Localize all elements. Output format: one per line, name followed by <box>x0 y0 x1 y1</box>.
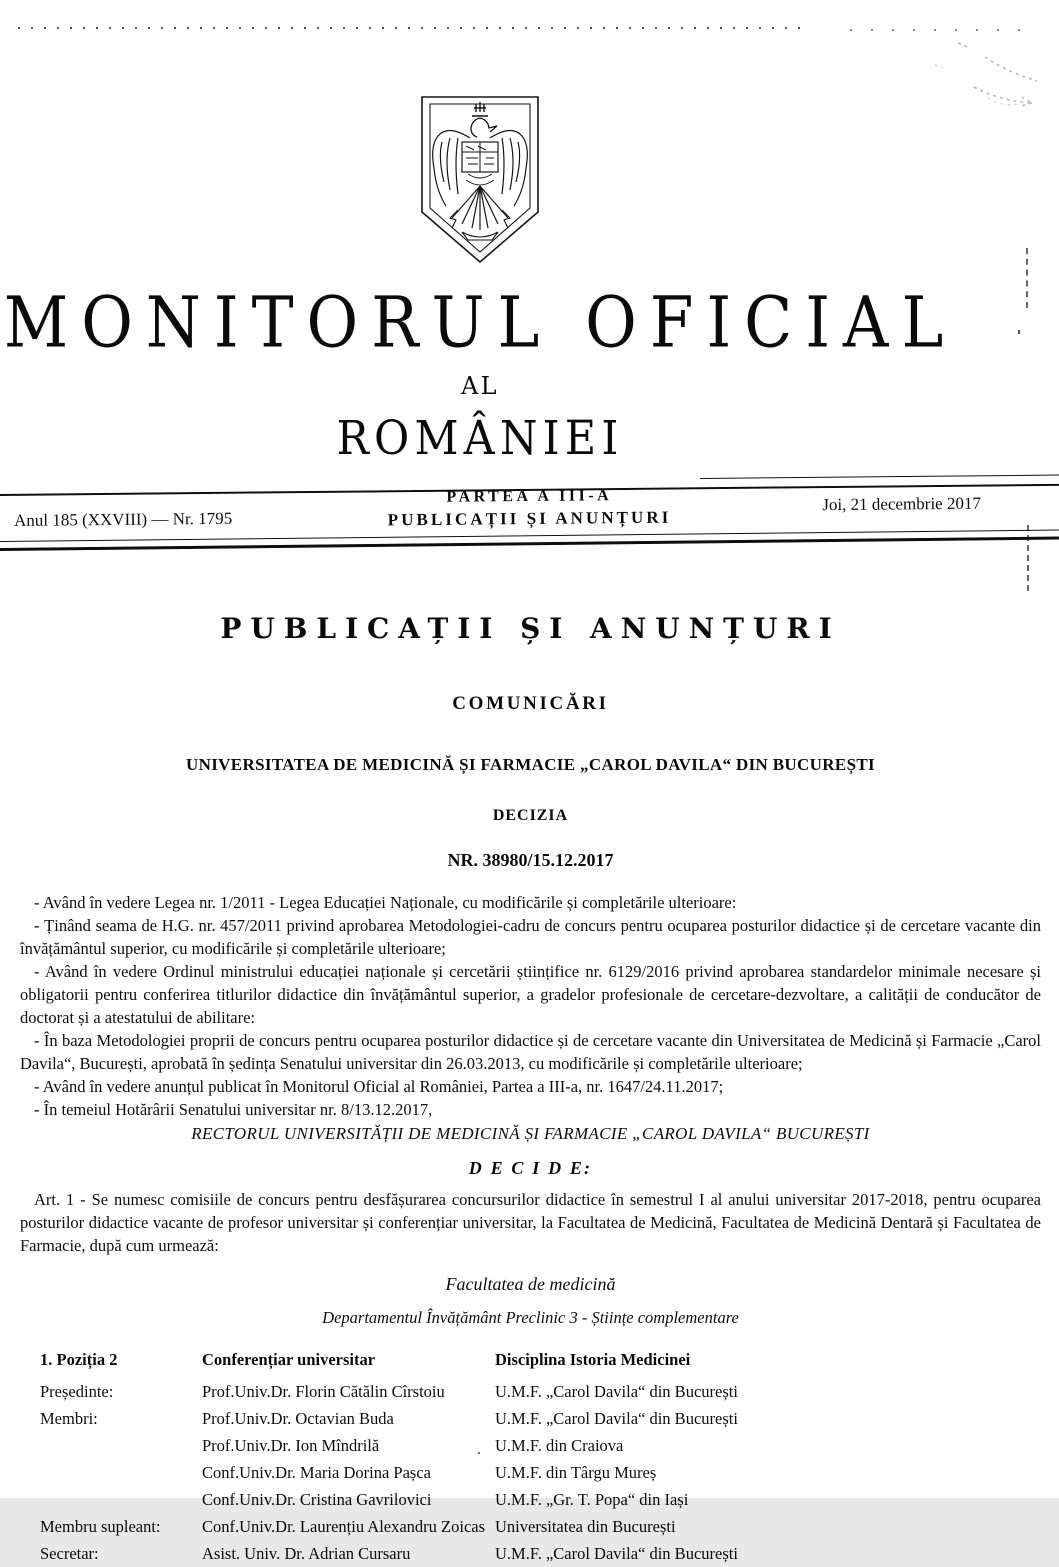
row-institution: U.M.F. din Craiova <box>495 1436 624 1455</box>
masthead-title: MONITORUL OFICIAL <box>3 281 957 364</box>
issue-part-line1: PARTEA A III-A <box>446 487 613 506</box>
handwritten-mark <box>930 35 1055 115</box>
table-header-discipline: Disciplina Istoria Medicinei <box>495 1350 691 1369</box>
issue-bar <box>0 481 1059 547</box>
decision-number: NR. 38980/15.12.2017 <box>447 850 614 870</box>
preamble-paragraph: - În temeiul Hotărârii Senatului universitar nr. 8/13.12.2017, <box>34 1100 433 1119</box>
scan-edge-artifact <box>1018 330 1020 334</box>
preamble-paragraph: - În baza Metodologiei proprii de concurs pentru ocuparea posturilor didactice și de cercetare vacante din Universitatea de Medicină și Farmacie „Carol Davila“, București, aprobată în ședința Senatului universitar din 26.03.2013, cu modificările și completările ulterioare; <box>20 1031 1041 1073</box>
section-heading: PUBLICAȚII ȘI ANUNȚURI <box>220 612 841 645</box>
issue-date: Joi, 21 decembrie 2017 <box>822 493 982 515</box>
row-name: Prof.Univ.Dr. Florin Cătălin Cîrstoiu <box>202 1382 445 1401</box>
band-rule-top-right <box>700 475 1059 479</box>
row-institution: U.M.F. „Carol Davila“ din București <box>495 1382 738 1401</box>
preamble-paragraph: - Având în vedere anunțul publicat în Monitorul Oficial al României, Partea a III-a, nr. 1647/24.11.2017; <box>34 1077 724 1096</box>
row-institution: U.M.F. din Târgu Mureș <box>495 1463 657 1482</box>
row-name: Asist. Univ. Dr. Adrian Cursaru <box>202 1544 411 1563</box>
row-role <box>20 1432 202 1459</box>
row-name: Prof.Univ.Dr. Ion Mîndrilă <box>202 1436 380 1455</box>
row-role <box>20 1459 202 1486</box>
row-name: Conf.Univ.Dr. Maria Dorina Pașca <box>202 1463 431 1482</box>
scan-noise-dots <box>850 29 1020 31</box>
row-role <box>20 1486 202 1513</box>
preamble-paragraph: - Având în vedere Ordinul ministrului educației naționale și cercetării științifice nr. 6129/2016 privind aprobarea standardelor minimale necesare și obligatorii pentru conferirea titlurilor didactice din învățământul superior, a gradelor profesionale de cercetare-dezvoltare, a calității de conducător de doctorat și a atestatului de abilitare: <box>20 962 1041 1027</box>
scan-edge-artifact <box>1026 248 1028 308</box>
row-role: Membri: <box>40 1409 98 1428</box>
row-name: Conf.Univ.Dr. Cristina Gavrilovici <box>202 1490 432 1509</box>
row-name: Prof.Univ.Dr. Octavian Buda <box>202 1409 394 1428</box>
decision-label: DECIZIA <box>492 807 569 824</box>
committee-table <box>20 1346 1041 1567</box>
preamble-paragraph: - Având în vedere Legea nr. 1/2011 - Legea Educației Naționale, cu modificările și completările ulterioare: <box>34 893 737 912</box>
department-line: Departamentul Învățământ Preclinic 3 - Științe complementare <box>322 1308 739 1327</box>
rector-line: RECTORUL UNIVERSITĂȚII DE MEDICINĂ ȘI FARMACIE „CAROL DAVILA“ BUCUREȘTI <box>191 1124 870 1143</box>
scan-noise-dots <box>18 27 808 29</box>
row-institution: U.M.F. „Carol Davila“ din București <box>495 1544 738 1563</box>
row-role: Membru supleant: <box>40 1517 161 1536</box>
faculty-line: Facultatea de medicină <box>445 1274 616 1294</box>
issue-number: Anul 185 (XXVIII) — Nr. 1795 <box>13 508 233 530</box>
row-role: Secretar: <box>40 1544 99 1563</box>
masthead-subtitle: ROMÂNIEI <box>336 412 624 466</box>
masthead-connector: AL <box>460 372 500 400</box>
row-name: Conf.Univ.Dr. Laurențiu Alexandru Zoicas <box>202 1517 486 1536</box>
row-institution: U.M.F. „Gr. T. Popa“ din Iași <box>495 1490 689 1509</box>
issuer-name: UNIVERSITATEA DE MEDICINĂ ȘI FARMACIE „CAROL DAVILA“ DIN BUCUREȘTI <box>185 755 875 774</box>
issue-part-line2: PUBLICAȚII ȘI ANUNȚURI <box>387 507 672 530</box>
article-1: Art. 1 - Se numesc comisiile de concurs pentru desfășurarea concursurilor didactice în semestrul I al anului universitar 2017-2018, pentru ocuparea posturilor didactice vacante de profesor universitar și conferențiar universitar, la Facultatea de Medicină, Facultatea de Medicină Dentară și Facultatea de Farmacie, după cum urmează: <box>20 1190 1041 1255</box>
row-institution: Universitatea din București <box>495 1517 676 1536</box>
decide-line: D E C I D E: <box>468 1158 593 1178</box>
table-header-rank: Conferențiar universitar <box>202 1350 376 1369</box>
preamble-paragraph: - Ținând seama de H.G. nr. 457/2011 privind aprobarea Metodologiei-cadru de concurs pentru ocuparea posturilor didactice și de cercetare vacante din învățământul superior, cu modificările și completările ulterioare; <box>20 916 1041 958</box>
table-header-position: 1. Poziția 2 <box>40 1350 118 1369</box>
preamble-paragraphs <box>20 891 1041 1121</box>
row-role: Președinte: <box>40 1382 114 1401</box>
romania-coat-of-arms-icon <box>418 94 542 266</box>
section-subheading: COMUNICĂRI <box>452 693 609 714</box>
row-institution: U.M.F. „Carol Davila“ din București <box>495 1409 738 1428</box>
document-body <box>20 602 1041 1567</box>
